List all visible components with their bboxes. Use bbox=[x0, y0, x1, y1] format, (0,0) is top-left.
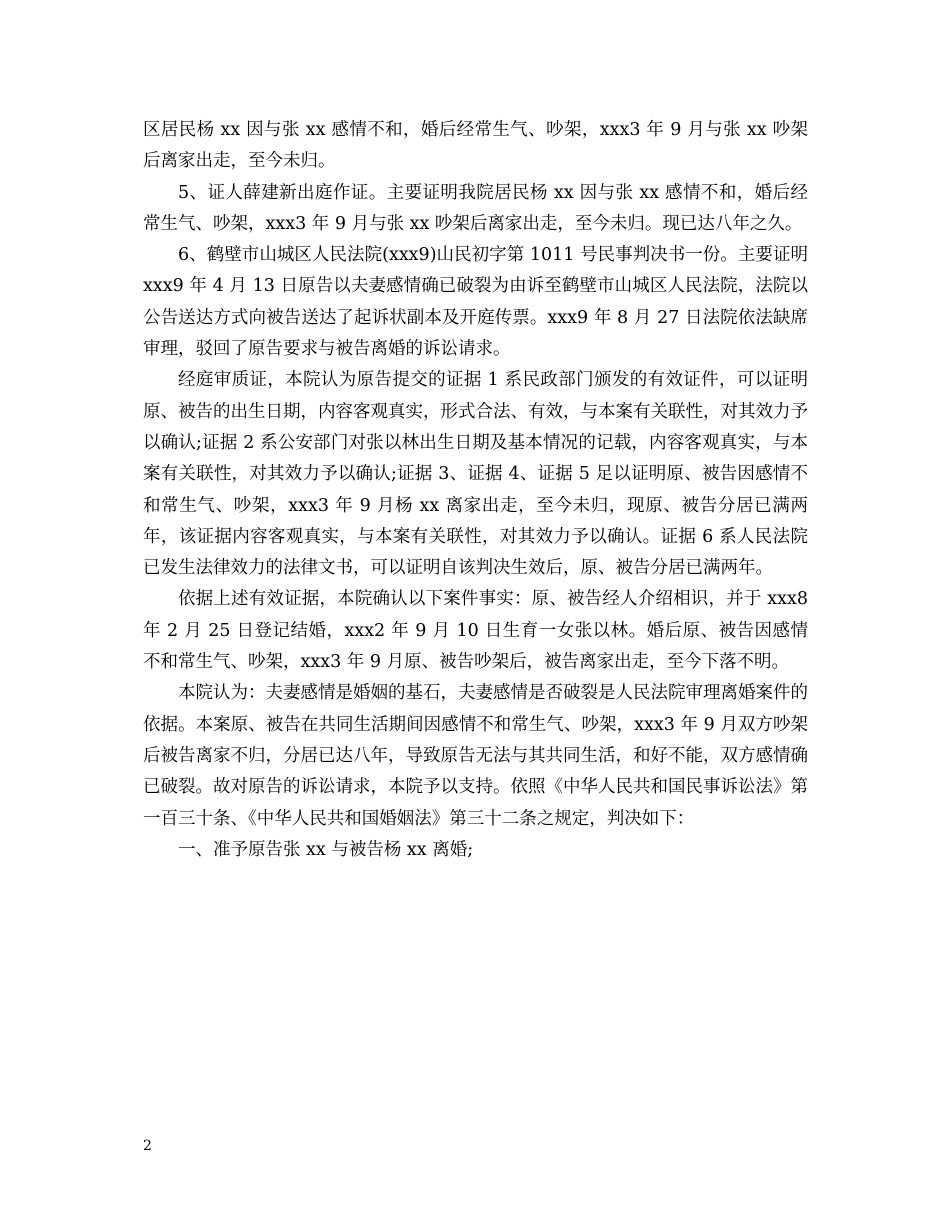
paragraph-case-facts: 依据上述有效证据，本院确认以下案件事实：原、被告经人介绍相识，并于 xxx8 年 2 月 25 日登记结婚，xxx2 年 9 月 10 日生育一女张以林。婚后原、被告因感情不和常生气、吵架，xxx3 年 9 月原、被告吵架后，被告离家出走，至今下落不明。 bbox=[143, 589, 808, 673]
paragraph-evidence-6: 6、鹤壁市山城区人民法院(xxx9)山民初字第 1011 号民事判决书一份。主要证明 xxx9 年 4 月 13 日原告以夫妻感情确已破裂为由诉至鹤壁市山城区人民法院，法院以公告送达方式向被告送达了起诉状副本及开庭传票。xxx9 年 8 月 27 日法院依法缺席审理，驳回了原告要求与被告离婚的诉讼请求。 bbox=[143, 245, 808, 360]
paragraph-continued: 区居民杨 xx 因与张 xx 感情不和，婚后经常生气、吵架，xxx3 年 9 月与张 xx 吵架后离家出走，至今未归。 bbox=[143, 120, 808, 172]
paragraph-evidence-5: 5、证人薛建新出庭作证。主要证明我院居民杨 xx 因与张 xx 感情不和，婚后经常生气、吵架，xxx3 年 9 月与张 xx 吵架后离家出走，至今未归。现已达八年之久。 bbox=[143, 182, 808, 234]
paragraph-court-opinion: 本院认为：夫妻感情是婚姻的基石，夫妻感情是否破裂是人民法院审理离婚案件的依据。本案原、被告在共同生活期间因感情不和常生气、吵架，xxx3 年 9 月双方吵架后被告离家不归，分居已达八年，导致原告无法与其共同生活，和好不能，双方感情确已破裂。故对原告的诉讼请求，本院予以支持。依照《中华人民共和国民事诉讼法》第一百三十条、《中华人民共和国婚姻法》第三十二条之规定，判决如下： bbox=[143, 683, 808, 829]
paragraph-cross-examination: 经庭审质证，本院认为原告提交的证据 1 系民政部门颁发的有效证件，可以证明原、被告的出生日期，内容客观真实，形式合法、有效，与本案有关联性，对其效力予以确认;证据 2 系公安部门对张以林出生日期及基本情况的记载，内容客观真实，与本案有关联性，对其效力予以确认;证据 3、证据 4、证据 5 足以证明原、被告因感情不和常生气、吵架，xxx3 年 9 月杨 xx 离家出走，至今未归，现原、被告分居已满两年，该证据内容客观真实，与本案有关联性，对其效力予以确认。证据 6 系人民法院已发生法律效力的法律文书，可以证明自该判决生效后，原、被告分居已满两年。 bbox=[143, 370, 808, 579]
document-body bbox=[143, 115, 808, 866]
paragraph-judgment-item-1: 一、准予原告张 xx 与被告杨 xx 离婚; bbox=[178, 839, 474, 860]
page-number: 2 bbox=[143, 1138, 152, 1154]
